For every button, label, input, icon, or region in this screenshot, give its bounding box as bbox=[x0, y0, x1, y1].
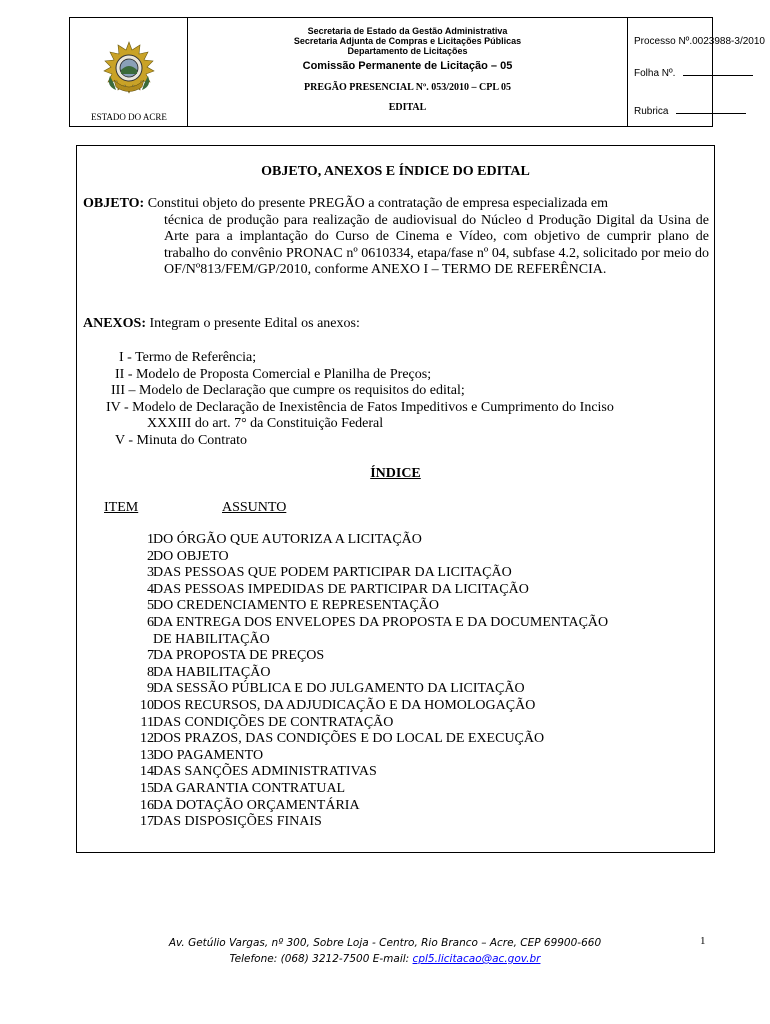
item-number: 16 bbox=[140, 797, 154, 813]
header-logo-cell bbox=[70, 18, 188, 126]
item-number: 3 bbox=[147, 565, 154, 581]
item-subject-line: DO OBJETO bbox=[153, 548, 229, 564]
page-footer bbox=[0, 935, 770, 967]
anexos-label: ANEXOS: bbox=[83, 316, 147, 331]
comissao-line: Comissão Permanente de Licitação – 05 bbox=[302, 60, 513, 72]
processo-number: Processo Nº.0023988-3/2010 bbox=[634, 36, 765, 47]
rubrica-label: Rubrica bbox=[634, 106, 669, 117]
item-subject-line: DO ÓRGÃO QUE AUTORIZA A LICITAÇÃO bbox=[153, 532, 422, 547]
item-subject-line: DE HABILITAÇÃO bbox=[153, 631, 270, 647]
item-subject bbox=[153, 615, 608, 648]
header-title-cell bbox=[188, 18, 628, 126]
item-subject bbox=[153, 715, 393, 732]
state-seal-icon bbox=[100, 40, 158, 98]
item-subject bbox=[153, 598, 439, 615]
item-number: 8 bbox=[147, 664, 154, 680]
departamento-line: Departamento de Licitações bbox=[347, 46, 468, 56]
rubrica-blank bbox=[676, 104, 746, 114]
column-header-item: ITEM bbox=[104, 500, 139, 515]
item-subject bbox=[153, 582, 529, 599]
state-name: ESTADO DO ACRE bbox=[91, 112, 167, 122]
item-subject bbox=[153, 764, 377, 781]
item-subject bbox=[153, 681, 525, 698]
folha-field bbox=[634, 66, 753, 79]
item-subject-line: DA PROPOSTA DE PREÇOS bbox=[153, 648, 325, 664]
document-header bbox=[69, 17, 765, 127]
edital-line: EDITAL bbox=[388, 102, 427, 113]
anexos-paragraph bbox=[83, 316, 360, 332]
item-subject-line: DOS RECURSOS, DA ADJUDICAÇÃO E DA HOMOLOGAÇÃO bbox=[153, 697, 536, 713]
item-number: 2 bbox=[147, 548, 154, 564]
objeto-first-line: Constitui objeto do presente PREGÃO a contratação de empresa especializada em bbox=[147, 196, 608, 211]
item-number: 10 bbox=[140, 697, 154, 713]
objeto-paragraph bbox=[83, 196, 709, 279]
item-subject-line: DAS DISPOSIÇÕES FINAIS bbox=[153, 814, 322, 830]
header-process-cell bbox=[628, 18, 765, 126]
item-subject-line: DOS PRAZOS, DAS CONDIÇÕES E DO LOCAL DE EXECUÇÃO bbox=[153, 731, 545, 747]
item-number: 4 bbox=[147, 581, 154, 597]
folha-blank bbox=[683, 66, 753, 76]
item-subject bbox=[153, 698, 535, 715]
item-subject bbox=[153, 549, 229, 566]
item-number: 15 bbox=[140, 780, 154, 796]
item-subject-line: DAS PESSOAS IMPEDIDAS DE PARTICIPAR DA LICITAÇÃO bbox=[153, 581, 529, 597]
item-number: 12 bbox=[140, 731, 154, 747]
item-subject-line: DAS SANÇÕES ADMINISTRATIVAS bbox=[153, 764, 377, 780]
list-item: II - Modelo de Proposta Comercial e Planilha de Preços; bbox=[115, 366, 432, 382]
item-subject-line: DAS PESSOAS QUE PODEM PARTICIPAR DA LICITAÇÃO bbox=[153, 565, 512, 581]
item-number: 6 bbox=[147, 614, 154, 630]
footer-address: Av. Getúlio Vargas, nº 300, Sobre Loja - Centro, Rio Branco – Acre, CEP 69900-660 bbox=[168, 937, 602, 949]
page-number: 1 bbox=[700, 935, 706, 947]
list-item: I - Termo de Referência; bbox=[119, 350, 257, 365]
item-subject-line: DO PAGAMENTO bbox=[153, 747, 264, 763]
list-item: III – Modelo de Declaração que cumpre os requisitos do edital; bbox=[111, 383, 465, 399]
item-number: 5 bbox=[147, 598, 154, 614]
item-subject-line: DA SESSÃO PÚBLICA E DO JULGAMENTO DA LICITAÇÃO bbox=[153, 681, 525, 697]
secretaria-line: Secretaria de Estado da Gestão Administrativa bbox=[307, 26, 508, 36]
item-subject-line: DA GARANTIA CONTRATUAL bbox=[153, 780, 346, 796]
item-subject bbox=[153, 665, 270, 682]
item-subject bbox=[153, 798, 360, 815]
item-subject bbox=[153, 565, 512, 582]
item-subject bbox=[153, 814, 322, 831]
item-subject bbox=[153, 532, 422, 549]
item-number: 11 bbox=[140, 714, 154, 730]
footer-phone: Telefone: (068) 3212-7500 E-mail: bbox=[229, 953, 410, 965]
anexos-intro: Integram o presente Edital os anexos: bbox=[149, 316, 360, 331]
folha-label: Folha Nº. bbox=[634, 68, 676, 79]
item-number: 13 bbox=[140, 747, 154, 763]
pregao-line: PREGÃO PRESENCIAL Nº. 053/2010 – CPL 05 bbox=[304, 82, 511, 93]
objeto-rest: técnica de produção para realização de audiovisual do Núcleo d Produção Digital da Usina de Arte para a implantação do Curso de Cinema e Vídeo, com objetivo de cumprir plano de trabalho do convênio PRONAC nº 0610334, etapa/fase nº 04, subfase 4.2, solicitado por meio do OF/Nº813/FEM/GP/2010, conforme ANEXO I – TERMO DE REFERÊNCIA. bbox=[164, 212, 709, 278]
list-item: V - Minuta do Contrato bbox=[115, 432, 247, 448]
email-link[interactable]: cpl5.licitacao@ac.gov.br bbox=[412, 953, 541, 965]
item-subject-line: DA HABILITAÇÃO bbox=[153, 664, 271, 680]
secretaria-adjunta-line: Secretaria Adjunta de Compras e Licitações Públicas bbox=[293, 36, 522, 46]
item-number: 1 bbox=[147, 532, 154, 547]
item-number: 9 bbox=[147, 681, 154, 697]
indice-title: ÍNDICE bbox=[370, 466, 421, 481]
section-title: OBJETO, ANEXOS E ÍNDICE DO EDITAL bbox=[261, 164, 530, 179]
list-item: IV - Modelo de Declaração de Inexistência de Fatos Impeditivos e Cumprimento do Inciso bbox=[106, 399, 614, 415]
objeto-label: OBJETO: bbox=[83, 196, 145, 211]
item-subject bbox=[153, 781, 345, 798]
item-number: 14 bbox=[140, 764, 154, 780]
item-number: 17 bbox=[140, 814, 154, 830]
list-item: XXXIII do art. 7° da Constituição Federal bbox=[147, 416, 384, 432]
item-number: 7 bbox=[147, 648, 154, 664]
item-subject-line: DAS CONDIÇÕES DE CONTRATAÇÃO bbox=[153, 714, 394, 730]
column-header-assunto: ASSUNTO bbox=[222, 500, 287, 515]
item-subject-line: DA ENTREGA DOS ENVELOPES DA PROPOSTA E DA DOCUMENTAÇÃO bbox=[153, 614, 609, 630]
item-subject-line: DA DOTAÇÃO ORÇAMENTÁRIA bbox=[153, 797, 360, 813]
item-subject bbox=[153, 731, 544, 748]
rubrica-field bbox=[634, 104, 746, 117]
item-subject bbox=[153, 648, 324, 665]
anexos-list bbox=[77, 350, 614, 450]
item-subject bbox=[153, 748, 263, 765]
footer-contact bbox=[0, 951, 770, 967]
item-subject-line: DO CREDENCIAMENTO E REPRESENTAÇÃO bbox=[153, 598, 440, 614]
main-content-box bbox=[76, 145, 715, 853]
